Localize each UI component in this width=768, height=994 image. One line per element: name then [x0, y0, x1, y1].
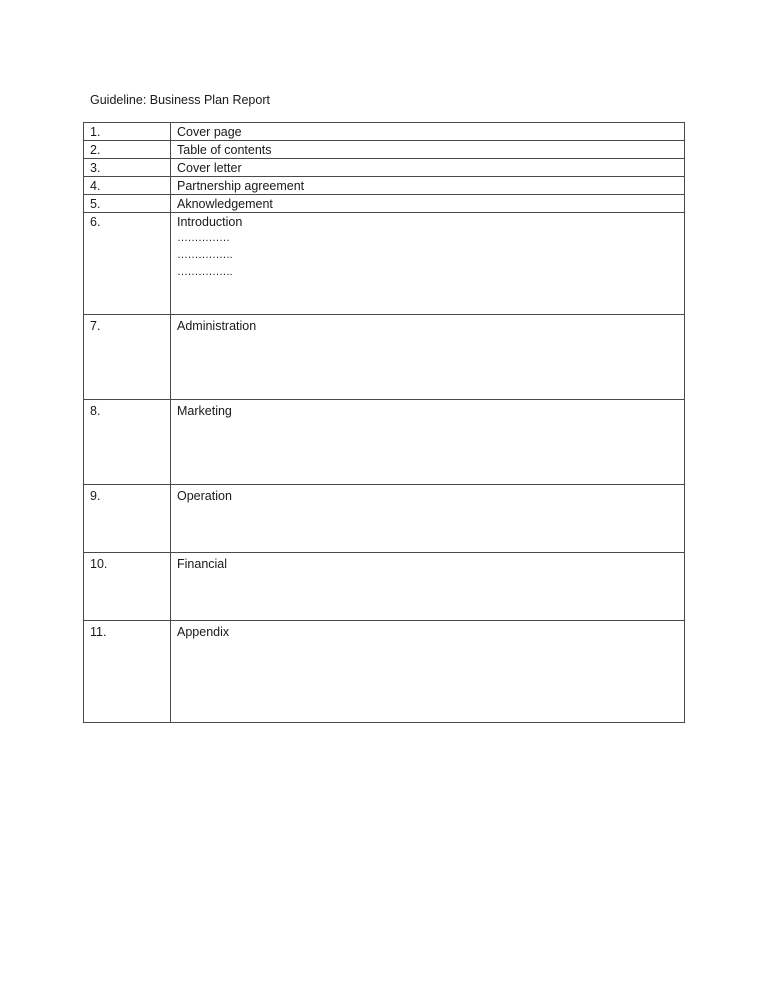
table-row	[84, 141, 685, 159]
page-title: Guideline: Business Plan Report	[90, 93, 270, 107]
row-label: Cover page	[171, 123, 685, 141]
row-number: 11.	[84, 621, 171, 723]
row-number: 1.	[84, 123, 171, 141]
row-number: 8.	[84, 400, 171, 485]
table-row	[84, 400, 685, 485]
table-row	[84, 553, 685, 621]
row-content	[171, 213, 685, 315]
row-label: Introduction	[177, 215, 243, 229]
row-label: Marketing	[171, 400, 685, 485]
subitem-placeholder: ……………	[177, 232, 230, 244]
row-number: 7.	[84, 315, 171, 400]
row-number: 2.	[84, 141, 171, 159]
row-label: Aknowledgement	[171, 195, 685, 213]
table-row	[84, 159, 685, 177]
row-label: Cover letter	[171, 159, 685, 177]
row-label: Partnership agreement	[171, 177, 685, 195]
row-number: 9.	[84, 485, 171, 553]
row-label: Operation	[171, 485, 685, 553]
table-row	[84, 485, 685, 553]
table-row	[84, 195, 685, 213]
table-row	[84, 315, 685, 400]
row-number: 4.	[84, 177, 171, 195]
row-label: Financial	[171, 553, 685, 621]
table-row	[84, 621, 685, 723]
table-row	[84, 123, 685, 141]
row-number: 3.	[84, 159, 171, 177]
row-label: Administration	[171, 315, 685, 400]
row-number: 10.	[84, 553, 171, 621]
table-row	[84, 213, 685, 315]
row-number: 5.	[84, 195, 171, 213]
subitem-placeholder: …………….	[177, 249, 233, 261]
row-number: 6.	[84, 213, 171, 315]
row-label: Table of contents	[171, 141, 685, 159]
row-label: Appendix	[171, 621, 685, 723]
outline-table	[83, 122, 685, 723]
table-row	[84, 177, 685, 195]
subitem-placeholder: …………….	[177, 266, 233, 278]
